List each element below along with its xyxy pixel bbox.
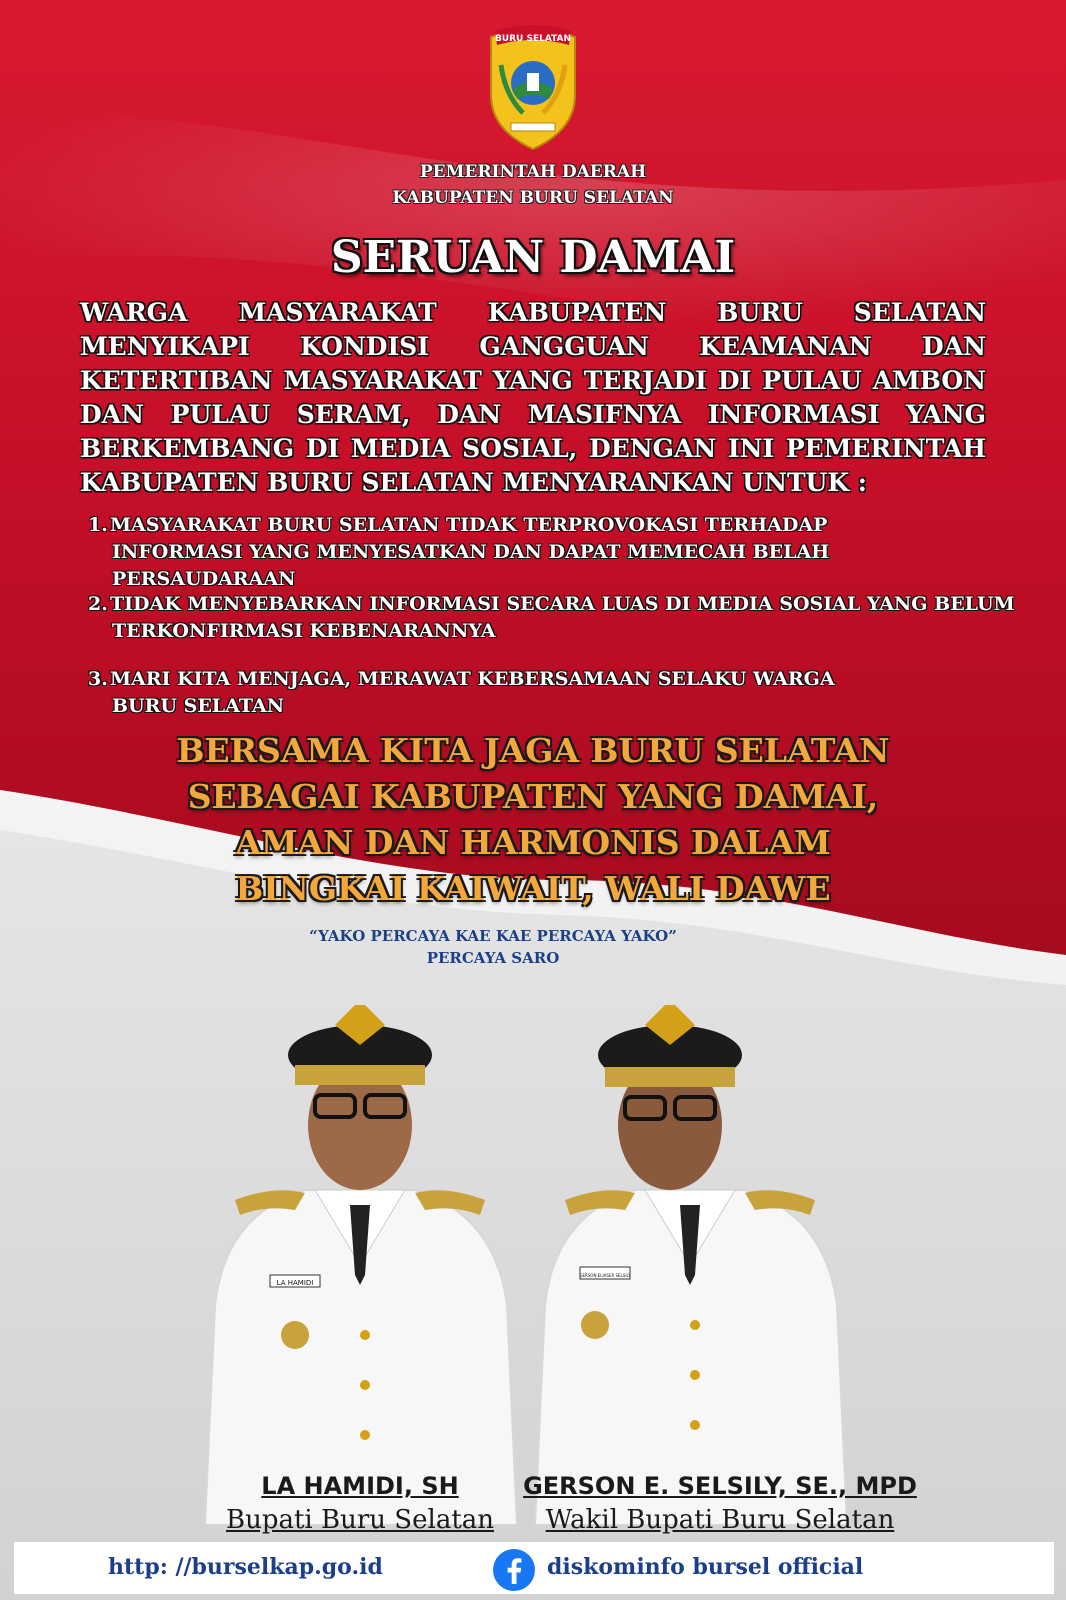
facebook-page-link[interactable]: diskominfo bursel official <box>547 1554 864 1580</box>
point-item: 2. TIDAK MENYEBARKAN INFORMASI SECARA LUAS DI MEDIA SOSIAL YANG BELUM TERKONFIRMASI KEBENARANNYA <box>88 593 1015 642</box>
quote-line-1: “YAKO PERCAYA KAE KAE PERCAYA YAKO” <box>309 927 677 945</box>
website-link[interactable]: http: //burselkap.go.id <box>108 1554 383 1580</box>
photo-bupati <box>195 1005 525 1525</box>
svg-text:GERSON ELIASER SELSILY: GERSON ELIASER SELSILY <box>579 1273 631 1278</box>
government-line-1: PEMERINTAH DAERAH <box>419 162 647 182</box>
role-wakil-bupati: Wakil Bupati Buru Selatan <box>545 1505 895 1535</box>
quote-line-2: PERCAYA SARO <box>426 949 560 967</box>
page-title: SERUAN DAMAI <box>330 232 736 283</box>
government-line-2: KABUPATEN BURU SELATAN <box>392 188 674 208</box>
facebook-icon[interactable] <box>492 1548 536 1592</box>
svg-text:BURU SELATAN: BURU SELATAN <box>494 34 572 44</box>
name-bupati: LA HAMIDI, SH <box>261 1472 459 1500</box>
buru-selatan-emblem <box>483 25 583 153</box>
svg-text:LA HAMIDI: LA HAMIDI <box>276 1279 314 1287</box>
photo-wakil-bupati <box>525 1005 855 1525</box>
name-wakil-bupati: GERSON E. SELSILY, SE., MPD <box>523 1472 917 1500</box>
motto-line: BINGKAI KAIWAIT, WALI DAWE <box>235 869 831 908</box>
quote <box>0 925 1066 969</box>
point-item: 1. MASYARAKAT BURU SELATAN TIDAK TERPROVOKASI TERHADAP INFORMASI YANG MENYESATKAN DAN DAPAT MEMECAH BELAH PERSAUDARAAN <box>88 514 830 590</box>
intro-paragraph: WARGA MASYARAKAT KABUPATEN BURU SELATAN MENYIKAPI KONDISI GANGGUAN KEAMANAN DAN KETERTIBAN MASYARAKAT YANG TERJADI DI PULAU AMBON DAN PULAU SERAM, DAN MASIFNYA INFORMASI YANG BERKEMBANG DI MEDIA SOSIAL, DENGAN INI PEMERINTAH KABUPATEN BURU SELATAN MENYARANKAN UNTUK : <box>80 298 986 497</box>
motto-line: AMAN DAN HARMONIS DALAM <box>235 823 831 862</box>
motto-line: BERSAMA KITA JAGA BURU SELATAN <box>176 731 890 770</box>
point-item: 3. MARI KITA MENJAGA, MERAWAT KEBERSAMAAN SELAKU WARGA BURU SELATAN <box>88 668 835 717</box>
footer <box>14 1542 1054 1594</box>
role-bupati: Bupati Buru Selatan <box>225 1505 495 1535</box>
motto <box>0 728 1066 912</box>
motto-line: SEBAGAI KABUPATEN YANG DAMAI, <box>187 777 879 816</box>
